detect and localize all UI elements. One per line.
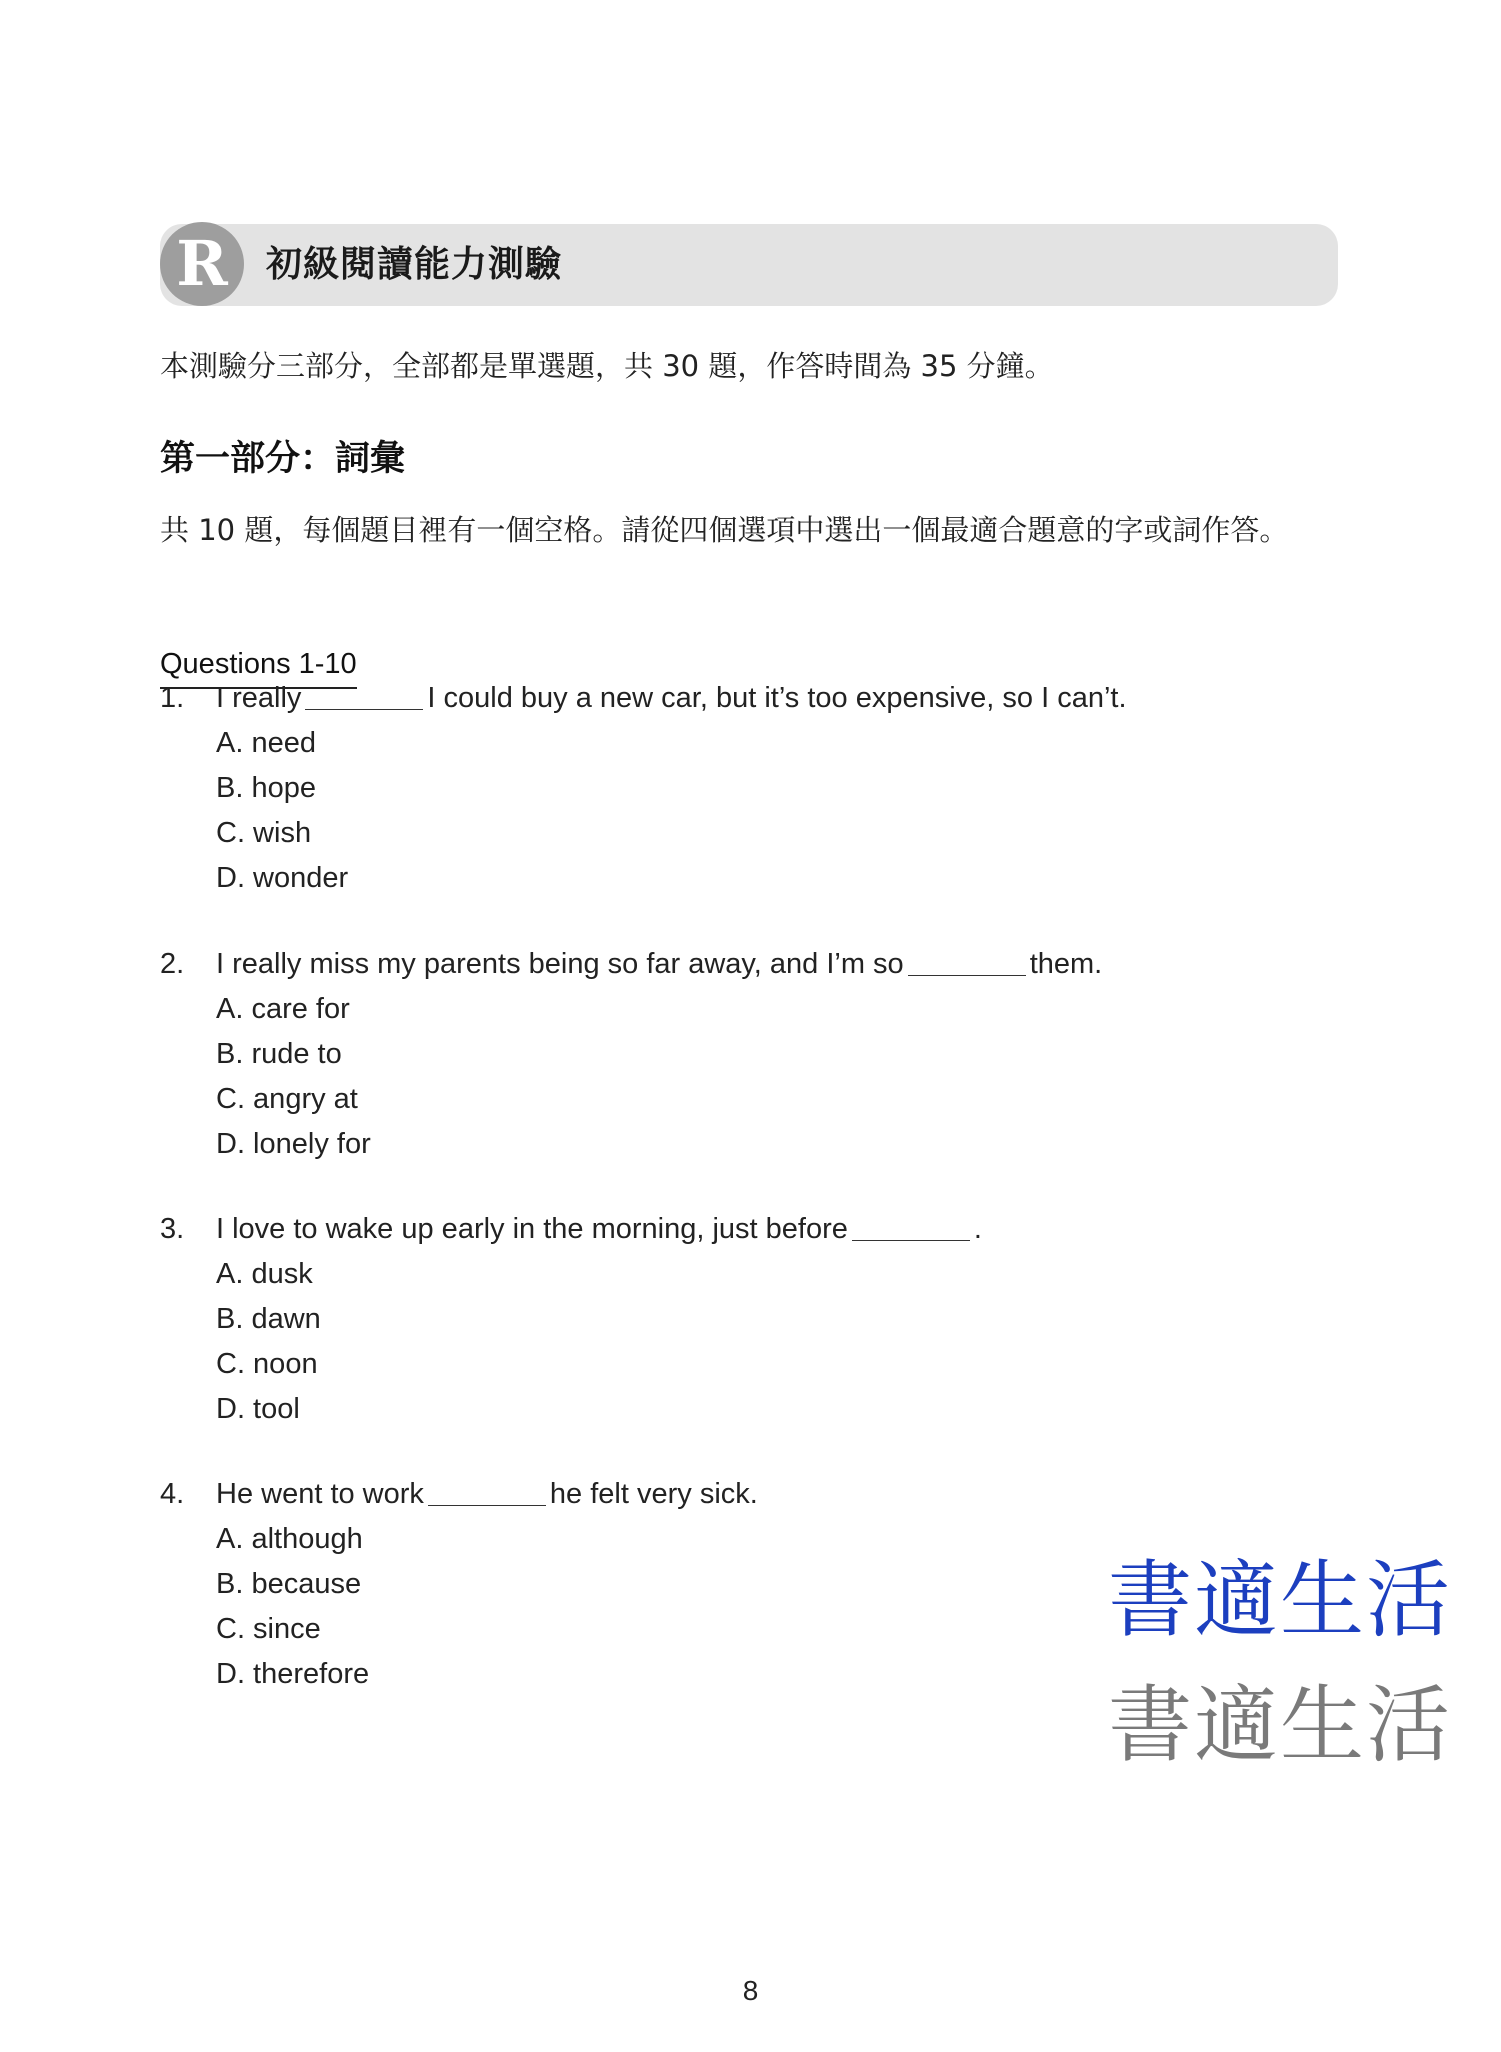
stem-after-blank: them. [1029,948,1103,980]
option-c: C. since [216,1613,321,1645]
option-c: C. wish [216,817,312,849]
option-b: B. rude to [216,1038,342,1070]
stem-before-blank: He went to work [216,1478,424,1510]
part-title: 第一部分：詞彙 [160,439,406,479]
section-title: 初級閱讀能力測驗 [266,244,563,285]
option-b: B. because [216,1568,362,1600]
option-list [160,1252,982,1432]
question-number: 3. [160,1213,185,1245]
option-c: C. noon [216,1348,318,1380]
stem-after-blank: I could buy a new car, but it’s too expensive, so I can’t. [427,682,1127,714]
question-stem [160,676,1127,721]
question-4 [160,1472,758,1697]
stem-after-blank: . [973,1213,982,1245]
answer-blank [428,1475,546,1506]
section-badge: R [160,222,244,306]
option-a: A. although [216,1523,363,1555]
stem-after-blank: he felt very sick. [549,1478,758,1510]
part-instruction: 共 10 題，每個題目裡有一個空格。請從四個選項中選出一個最適合題意的字或詞作答。 [160,513,1289,547]
option-d: D. tool [216,1393,300,1425]
option-list [160,987,1102,1167]
stem-before-blank: I really [216,682,302,714]
option-list [160,721,1127,901]
option-a: A. care for [216,993,350,1025]
option-c: C. angry at [216,1083,358,1115]
test-intro: 本測驗分三部分，全部都是單選題，共 30 題，作答時間為 35 分鐘。 [160,349,1054,383]
question-number: 2. [160,948,185,980]
question-stem [160,1472,758,1517]
page-number: 8 [742,1975,759,2006]
option-a: A. need [216,727,316,759]
questions-heading: Questions 1-10 [160,645,357,689]
option-a: A. dusk [216,1258,313,1290]
question-number: 1. [160,682,185,714]
question-number: 4. [160,1478,185,1510]
answer-blank [852,1210,970,1241]
option-list [160,1517,758,1697]
question-1 [160,676,1127,901]
watermark-blue: 書適生活 [1108,1551,1453,1649]
question-stem [160,942,1102,987]
watermark-gray: 書適生活 [1108,1676,1453,1774]
question-stem [160,1207,982,1252]
option-b: B. hope [216,772,316,804]
question-2 [160,942,1102,1167]
option-b: B. dawn [216,1303,321,1335]
option-d: D. wonder [216,862,349,894]
answer-blank [305,679,423,710]
question-3 [160,1207,982,1432]
stem-before-blank: I really miss my parents being so far away, and I’m so [216,948,904,980]
answer-blank [908,945,1026,976]
option-d: D. therefore [216,1658,370,1690]
option-d: D. lonely for [216,1128,371,1160]
stem-before-blank: I love to wake up early in the morning, just before [216,1213,848,1245]
